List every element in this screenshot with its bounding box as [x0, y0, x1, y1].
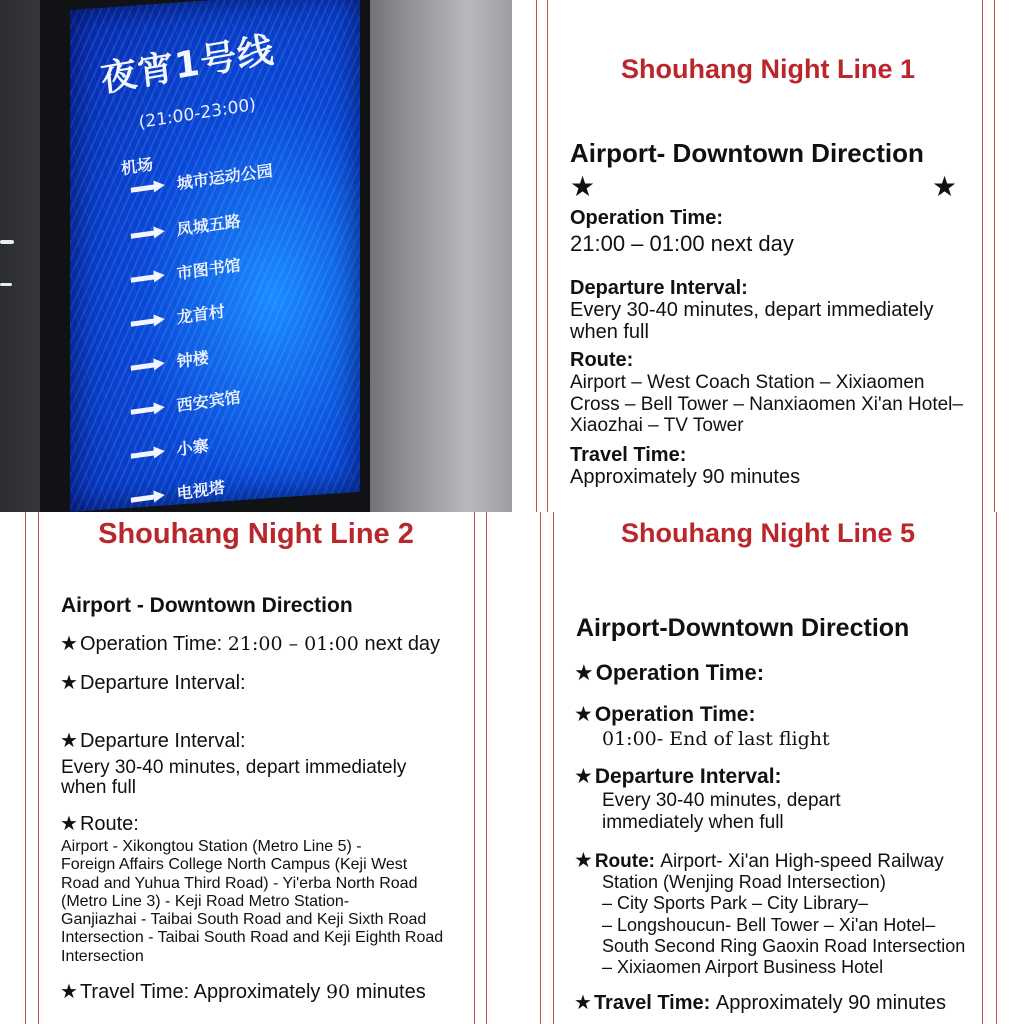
border-rule	[553, 512, 554, 1024]
star-icon: ★	[570, 171, 596, 202]
line5-op-row: ★ Operation Time:	[574, 660, 765, 686]
sign-stop: 钟楼	[130, 345, 209, 379]
border-rule	[25, 512, 26, 1024]
arrow-right-icon	[130, 489, 165, 506]
line2-travel-row: ★ Travel Time: Approximately 90 minutes	[60, 979, 426, 1003]
line2-interval-row: ★ Departure Interval:	[60, 670, 246, 694]
sign-stop: 龙首村	[130, 299, 225, 335]
sign-stop: 小寨	[130, 433, 209, 467]
sign-stop: 电视塔	[130, 475, 225, 511]
star-icon: ★	[932, 171, 958, 202]
star-icon: ★	[574, 848, 593, 872]
line5-route-row: ★ Route: Airport- Xi'an High-speed Railway	[574, 848, 944, 872]
border-rule	[982, 512, 983, 1024]
arrow-right-icon	[130, 445, 165, 462]
sign-stop: 西安宾馆	[130, 384, 241, 422]
sign-stop: 市图书馆	[130, 252, 241, 290]
line1-travel-value: Approximately 90 minutes	[570, 466, 801, 488]
line1-title: Shouhang Night Line 1	[621, 54, 915, 84]
line1-op-label: Operation Time:	[570, 207, 723, 229]
sign-origin: 机场	[120, 154, 154, 179]
arrow-right-icon	[130, 269, 165, 286]
arrow-right-icon	[130, 313, 165, 330]
line5-interval-value: Every 30-40 minutes, depart immediately when full	[602, 790, 841, 833]
star-icon: ★	[60, 670, 78, 694]
border-rule	[540, 512, 541, 1024]
line2-route-row: ★ Route:	[60, 811, 139, 835]
star-icon: ★	[574, 702, 593, 726]
sign-photo	[0, 0, 512, 512]
line1-op-value: 21:00 – 01:00 next day	[570, 231, 794, 256]
line2-panel	[0, 512, 512, 1024]
line2-op-row: ★ Operation Time: 21:00 – 01:00 next day	[60, 631, 441, 655]
border-rule	[474, 512, 475, 1024]
line5-interval-row: ★ Departure Interval:	[574, 764, 782, 788]
line5-title: Shouhang Night Line 5	[621, 518, 915, 548]
line1-travel-label: Travel Time:	[570, 444, 687, 466]
line5-panel	[512, 512, 1024, 1024]
line5-op-value: 01:00- End of last flight	[602, 728, 830, 750]
star-icon: ★	[574, 990, 592, 1014]
ceiling-light	[0, 240, 14, 244]
line5-route: Station (Wenjing Road Intersection) – City Sports Park – City Library– – Longshoucun- Bell Tower – Xi'an Hotel– South Second Ring Gaoxin Road Intersection – Xixiaomen Airport Business Hotel	[602, 872, 966, 978]
line5-direction: Airport-Downtown Direction	[576, 614, 910, 642]
arrow-right-icon	[130, 179, 165, 196]
star-icon: ★	[574, 764, 593, 788]
border-rule	[996, 512, 997, 1024]
star-icon: ★	[574, 661, 594, 686]
line2-title: Shouhang Night Line 2	[98, 518, 414, 550]
star-icon: ★	[60, 811, 78, 835]
line1-panel	[512, 0, 1024, 512]
line2-direction: Airport - Downtown Direction	[61, 594, 353, 617]
star-icon: ★	[60, 631, 78, 655]
arrow-right-icon	[130, 357, 165, 374]
sign-hours: (21:00-23:00)	[138, 94, 257, 134]
line2-route: Airport - Xikongtou Station (Metro Line 5) - Foreign Affairs College North Campus (Keji West Road and Yuhua Third Road) - Yi'erba North Road (Metro Line 3) - Keji Road Metro Station- Ganjiazhai - Taibai South Road and Keji Sixth Road Intersection - Taibai South Road and Keji Eighth Road Intersection	[61, 838, 444, 965]
star-icon: ★	[60, 979, 78, 1003]
line1-interval-label: Departure Interval:	[570, 277, 748, 299]
arrow-right-icon	[130, 401, 165, 418]
line1-direction: Airport- Downtown Direction	[570, 138, 924, 168]
arrow-right-icon	[130, 225, 165, 242]
led-screen	[70, 0, 360, 512]
sign-title: 夜宵1号线	[98, 29, 277, 101]
line2-interval-row: ★ Departure Interval:	[60, 728, 246, 752]
ceiling-light	[0, 283, 12, 286]
line5-op-row: ★ Operation Time:	[574, 702, 756, 726]
sign-stop: 城市运动公园	[130, 158, 273, 201]
line5-travel-row: ★ Travel Time: Approximately 90 minutes	[574, 990, 946, 1014]
border-rule	[38, 512, 39, 1024]
border-rule	[486, 512, 487, 1024]
star-icon: ★	[60, 728, 78, 752]
sign-stop: 凤城五路	[130, 208, 241, 246]
line1-route: Airport – West Coach Station – Xixiaomen Cross – Bell Tower – Nanxiaomen Xi'an Hotel– Xiaozhai – TV Tower	[570, 372, 963, 436]
line1-interval-value: Every 30-40 minutes, depart immediately when full	[570, 299, 934, 343]
line1-route-label: Route:	[570, 349, 634, 371]
line2-interval-value: Every 30-40 minutes, depart immediately when full	[61, 757, 407, 798]
